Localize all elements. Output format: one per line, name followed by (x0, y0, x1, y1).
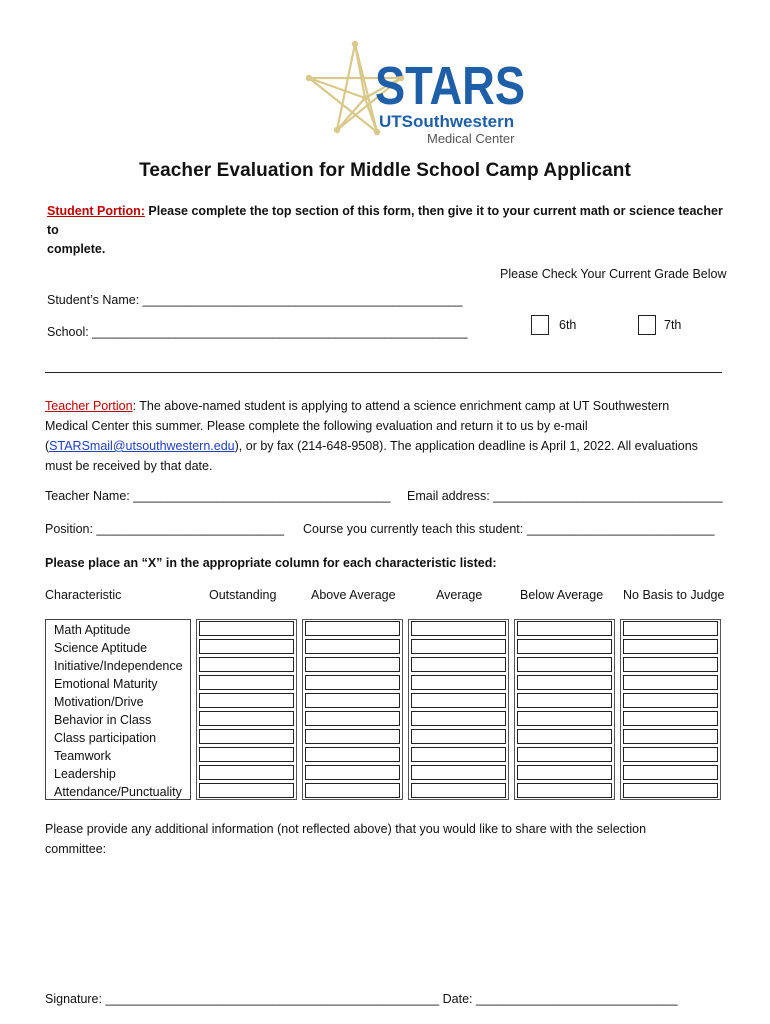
logo-org-sub: Medical Center (427, 131, 515, 146)
rating-cell[interactable] (623, 747, 718, 762)
rating-cell[interactable] (517, 729, 612, 744)
characteristic-item: Initiative/Independence (54, 659, 183, 673)
logo-org-name: Southwestern (401, 112, 515, 131)
rating-cell[interactable] (411, 783, 506, 798)
grade-6th-checkbox[interactable] (531, 315, 549, 335)
rating-column-below-average (514, 619, 615, 800)
teacher-portion-line3-open: ( (45, 439, 50, 453)
rating-column-above-average (302, 619, 403, 800)
rating-cell[interactable] (305, 747, 400, 762)
header-outstanding: Outstanding (209, 588, 277, 602)
grade-7th-label: 7th (664, 318, 682, 332)
rating-cell[interactable] (411, 621, 506, 636)
table-instructions: Please place an “X” in the appropriate column for each characteristic listed: (45, 556, 497, 570)
stars-logo (303, 40, 533, 148)
header-characteristic: Characteristic (45, 588, 122, 602)
rating-cell[interactable] (305, 765, 400, 780)
student-portion-block (47, 202, 737, 259)
svg-text:UTSouthwestern (379, 112, 514, 131)
rating-cell[interactable] (517, 765, 612, 780)
rating-column-average (408, 619, 509, 800)
rating-cell[interactable] (199, 729, 294, 744)
rating-cell[interactable] (199, 639, 294, 654)
rating-cell[interactable] (623, 657, 718, 672)
rating-cell[interactable] (517, 693, 612, 708)
header-above-average: Above Average (311, 588, 396, 602)
email-address-field[interactable]: Email address: _________________________________ (407, 489, 723, 503)
rating-cell[interactable] (199, 783, 294, 798)
rating-cell[interactable] (623, 783, 718, 798)
rating-cell[interactable] (517, 675, 612, 690)
rating-cell[interactable] (305, 621, 400, 636)
teacher-portion-block (45, 396, 735, 476)
student-portion-text-2: complete. (47, 242, 106, 256)
rating-cell[interactable] (411, 765, 506, 780)
rating-cell[interactable] (411, 693, 506, 708)
student-portion-label: Student Portion: (47, 204, 145, 218)
characteristic-item: Behavior in Class (54, 713, 152, 727)
school-field[interactable]: School: ______________________________________________________ (47, 325, 468, 339)
characteristic-item: Emotional Maturity (54, 677, 158, 691)
teacher-portion-line1: : The above-named student is applying to attend a science enrichment camp at UT Southwestern (132, 399, 670, 413)
logo-org-prefix: UT (379, 112, 402, 131)
rating-cell[interactable] (623, 621, 718, 636)
rating-cell[interactable] (623, 693, 718, 708)
star-network-icon (303, 40, 533, 148)
characteristic-item: Teamwork (54, 749, 111, 763)
rating-cell[interactable] (411, 675, 506, 690)
rating-cell[interactable] (305, 729, 400, 744)
rating-cell[interactable] (411, 711, 506, 726)
rating-cell[interactable] (305, 675, 400, 690)
rating-cell[interactable] (411, 639, 506, 654)
header-average: Average (436, 588, 483, 602)
rating-cell[interactable] (623, 711, 718, 726)
characteristic-list (45, 619, 191, 800)
logo-brand: STARS (375, 56, 525, 116)
additional-info-line2: committee: (45, 842, 107, 856)
student-portion-text: Please complete the top section of this form, then give it to your current math or science teacher to (47, 204, 723, 237)
rating-cell[interactable] (623, 765, 718, 780)
position-field[interactable]: Position: ___________________________ (45, 522, 285, 536)
rating-cell[interactable] (517, 747, 612, 762)
rating-cell[interactable] (517, 639, 612, 654)
rating-cell[interactable] (305, 639, 400, 654)
characteristic-item: Math Aptitude (54, 623, 131, 637)
rating-cell[interactable] (305, 693, 400, 708)
rating-cell[interactable] (199, 711, 294, 726)
characteristic-item: Science Aptitude (54, 641, 148, 655)
grade-6th-label: 6th (559, 318, 577, 332)
rating-cell[interactable] (305, 657, 400, 672)
rating-column-outstanding (196, 619, 297, 800)
rating-cell[interactable] (623, 675, 718, 690)
rating-cell[interactable] (411, 747, 506, 762)
rating-column-no-basis (620, 619, 721, 800)
header-below-average: Below Average (520, 588, 604, 602)
rating-cell[interactable] (305, 711, 400, 726)
additional-info-area[interactable] (45, 862, 722, 982)
characteristic-item: Motivation/Drive (54, 695, 144, 709)
course-field[interactable]: Course you currently teach this student: ___________________________ (303, 522, 715, 536)
characteristic-item: Attendance/Punctuality (54, 785, 182, 799)
header-no-basis: No Basis to Judge (623, 588, 725, 602)
rating-cell[interactable] (199, 693, 294, 708)
student-name-field[interactable]: Student’s Name: ______________________________________________ (47, 293, 463, 307)
rating-cell[interactable] (199, 657, 294, 672)
signature-date-line[interactable]: Signature: ________________________________________________ Date: _____________________________ (45, 992, 678, 1006)
additional-info-block (45, 819, 735, 859)
teacher-name-field[interactable]: Teacher Name: _____________________________________ (45, 489, 391, 503)
teacher-portion-label: Teacher Portion (45, 399, 133, 413)
rating-cell[interactable] (517, 657, 612, 672)
teacher-portion-line2: Medical Center this summer. Please complete the following evaluation and return it to us by e-mail (45, 419, 588, 433)
characteristic-item: Leadership (54, 767, 116, 781)
email-link[interactable]: STARSmail@utsouthwestern.edu (49, 439, 235, 453)
rating-cell[interactable] (199, 621, 294, 636)
rating-cell[interactable] (517, 783, 612, 798)
characteristic-item: Class participation (54, 731, 157, 745)
grade-7th-checkbox[interactable] (638, 315, 656, 335)
rating-cell[interactable] (199, 675, 294, 690)
rating-cell[interactable] (199, 765, 294, 780)
rating-cell[interactable] (305, 783, 400, 798)
grade-prompt: Please Check Your Current Grade Below (500, 267, 727, 281)
page-title: Teacher Evaluation for Middle School Camp Applicant (139, 160, 631, 181)
rating-cell[interactable] (411, 657, 506, 672)
rating-cell[interactable] (517, 711, 612, 726)
rating-cell[interactable] (623, 639, 718, 654)
section-divider (45, 372, 722, 373)
rating-cell[interactable] (411, 729, 506, 744)
additional-info-line1: Please provide any additional information (not reflected above) that you would like to share with the selection (45, 822, 647, 836)
rating-cell[interactable] (517, 621, 612, 636)
rating-cell[interactable] (199, 747, 294, 762)
rating-cell[interactable] (623, 729, 718, 744)
teacher-portion-line4: must be received by that date. (45, 459, 213, 473)
teacher-portion-line3: ), or by fax (214-648-9508). The application deadline is April 1, 2022. All evaluations (234, 439, 698, 453)
